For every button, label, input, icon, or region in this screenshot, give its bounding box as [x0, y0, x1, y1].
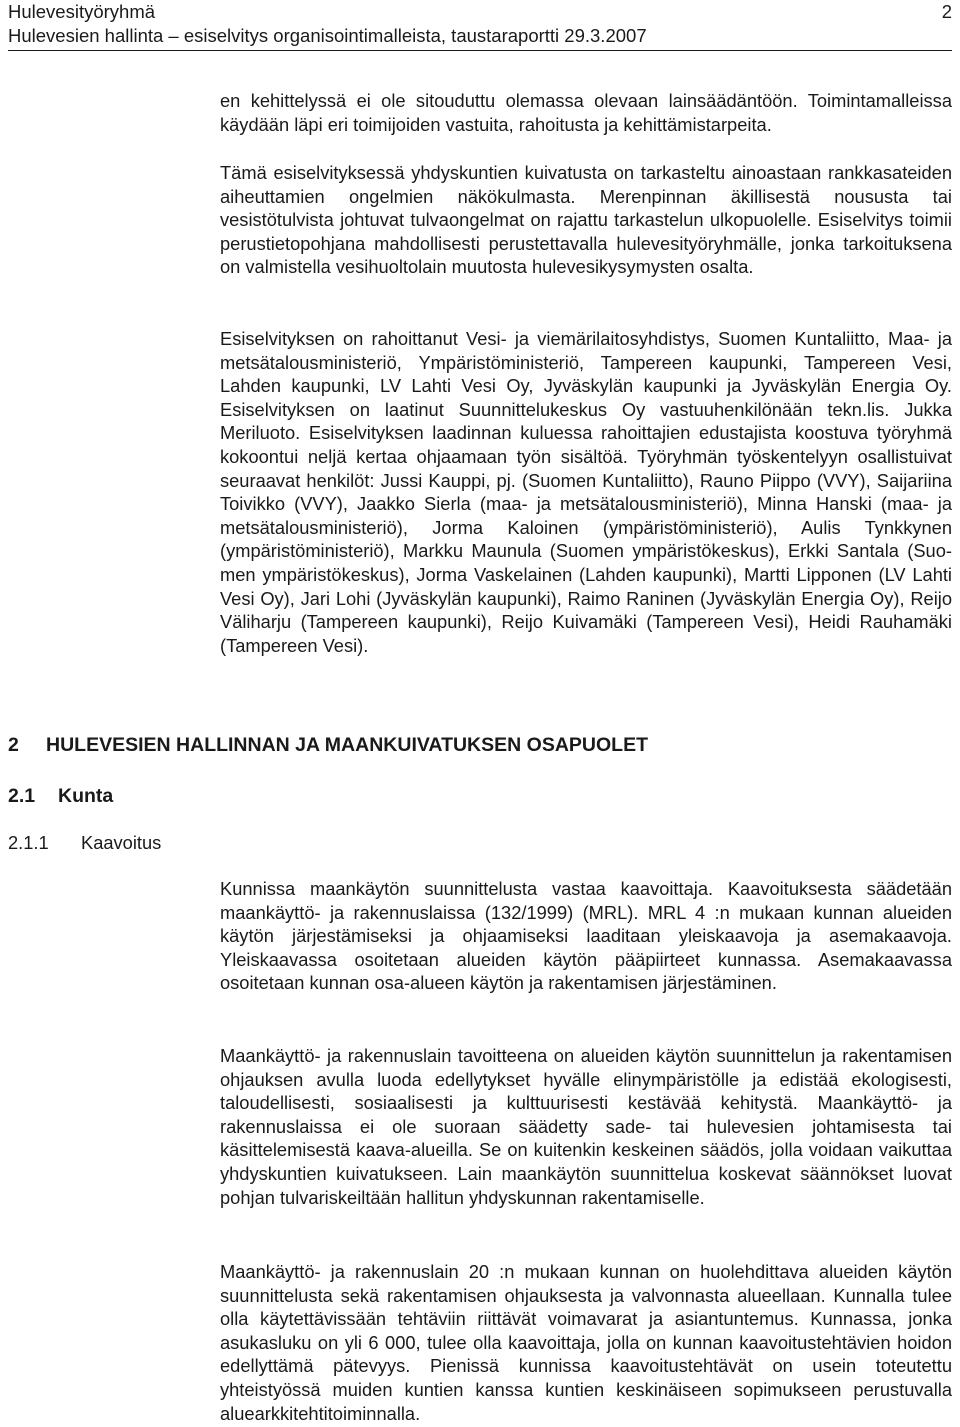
- subsection-heading: [8, 783, 113, 809]
- kaavoitus-paragraph-3: Maankäyttö- ja rakennuslain 20 :n mukaan kunnan on huolehdittava alueiden käytön suunnittelusta sekä rakentamisen ohjauksesta ja valvonnasta alueellaan. Kunnalla tulee olla käytettävissään tehtäviin riittävät voimavarat ja asiantuntemus. Kunnassa, jonka asukasluku on yli 6 000, tulee olla kaavoittaja, jolla on kunnan kaavoitustehtävien hoidon edellyttämä pätevyys. Pienissä kunnissa kaavoitustehtävät on usein toteutettu yhteistyössä muiden kuntien kanssa kuntien keskinäiseen sopimukseen perustuvalla aluearkkitehtitoiminnalla.: [220, 1261, 952, 1424]
- kaavoitus-paragraph-2: Maankäyttö- ja rakennuslain tavoitteena on alueiden käytön suunnittelun ja rakentamisen ohjauksen avulla luoda edellytykset hyvälle elinympäristölle ja edistää ekologisesti, taloudellisesti, sosiaalisesti ja kulttuurisesti kestävää kehitystä. Maankäyttö- ja rakennuslaissa ei ole suoraan säädetty sade- tai hulevesien johtamisesta tai käsittelemisestä kaava-alueilla. Se on kuitenkin keskeinen säädös, jolla voidaan vaikuttaa yhdyskuntien kuivatukseen. Lain maankäytön suunnittelua koskevat säännökset luovat pohjan tulvariskeiltään hallitun yhdyskunnan rakentamiselle.: [220, 1045, 952, 1208]
- section-heading: [8, 732, 648, 758]
- page-number: 2: [941, 1, 952, 22]
- header-group-name: Hulevesityöryhmä: [8, 1, 156, 22]
- subsubsection-heading: [8, 830, 161, 856]
- kaavoitus-paragraph-1: Kunnissa maankäytön suunnittelusta vastaa kaavoittaja. Kaavoituksesta säädetään maankäyttö- ja rakennuslaissa (132/1999) (MRL). MRL 4 :n mukaan kunnan alueiden käytön järjestämiseksi ja ohjaamiseksi laaditaan yleiskaavoja ja asemakaavoja. Yleiskaavassa osoitetaan alueiden käytön pääpiirteet kunnassa. Asemakaavassa osoitetaan kunnan osa-alueen käytön ja rakentamisen järjestäminen.: [220, 878, 952, 994]
- intro-paragraph-3: Esiselvityksen on rahoittanut Vesi- ja viemärilaitosyhdistys, Suomen Kuntaliitto, Maa- ja metsätalousministeriö, Ympäristöministeriö, Tampereen kaupunki, Tampereen Vesi, Lahden kaupunki, LV Lahti Vesi Oy, Jyväskylän kaupunki ja Jyväskylän Energia Oy. Esiselvityksen on laatinut Suunnittelukeskus Oy vastuuhenkilönään tekn.lis. Jukka Meriluoto. Esiselvityksen laadinnan kuluessa rahoittajien edustajista koostuva työryhmä kokoontui neljä kertaa ohjaamaan työn sisältöä. Työryhmän työskentelyyn osallistuivat seuraavat henkilöt: Jussi Kauppi, pj. (Suomen Kuntaliitto), Rauno Piippo (VVY), Saijariina Toivikko (VVY), Jaakko Sierla (maa- ja metsätalousministeriö), Minna Hanski (maa- ja metsätalousministeriö), Jorma Kaloinen (ympäristöministeriö), Aulis Tynkkynen (ympäristöministeriö), Markku Maunula (Suomen ympäristökeskus), Erkki Santala (Suomen ympäristökeskus), Jorma Vaskelainen (Lahden kaupunki), Martti Lipponen (LV Lahti Vesi Oy), Jari Lohi (Jyväskylän kaupunki), Raimo Raninen (Jyväskylän Energia Oy), Reijo Väliharju (Tampereen kaupunki), Reijo Kuivamäki (Tampereen Vesi), Heidi Rauhamäki (Tampereen Vesi).: [220, 328, 952, 656]
- header-report-title: Hulevesien hallinta – esiselvitys organisointimalleista, taustaraportti 29.3.2007: [8, 24, 952, 51]
- running-header: [8, 0, 952, 51]
- subsection-title: Kunta: [58, 785, 114, 807]
- subsection-number: 2.1: [8, 785, 36, 807]
- subsubsection-title: Kaavoitus: [81, 832, 162, 853]
- intro-paragraph-1: en kehittelyssä ei ole sitouduttu olemassa olevaan lainsäädäntöön. Toimintamalleissa käydään läpi eri toimijoiden vastuita, rahoitusta ja kehittämistarpeita.: [220, 90, 952, 135]
- section-title: HULEVESIEN HALLINNAN JA MAANKUIVATUKSEN OSAPUOLET: [46, 734, 648, 756]
- section-number: 2: [8, 734, 19, 756]
- intro-paragraph-2: Tämä esiselvityksessä yhdyskuntien kuivatusta on tarkasteltu ainoastaan rankkasateiden aiheuttamien ongelmien näkökulmasta. Merenpinnan äkillisestä noususta tai vesistötulvista johtuvat tulvaongelmat on rajattu tarkastelun ulkopuolelle. Esiselvitys toimii perustietopohjana mahdollisesti perustettavalla hulevesityöryhmälle, jonka tarkoituksena on valmistella vesihuoltolain muutosta hulevesikysymysten osalta.: [220, 162, 952, 278]
- subsubsection-number: 2.1.1: [8, 832, 49, 853]
